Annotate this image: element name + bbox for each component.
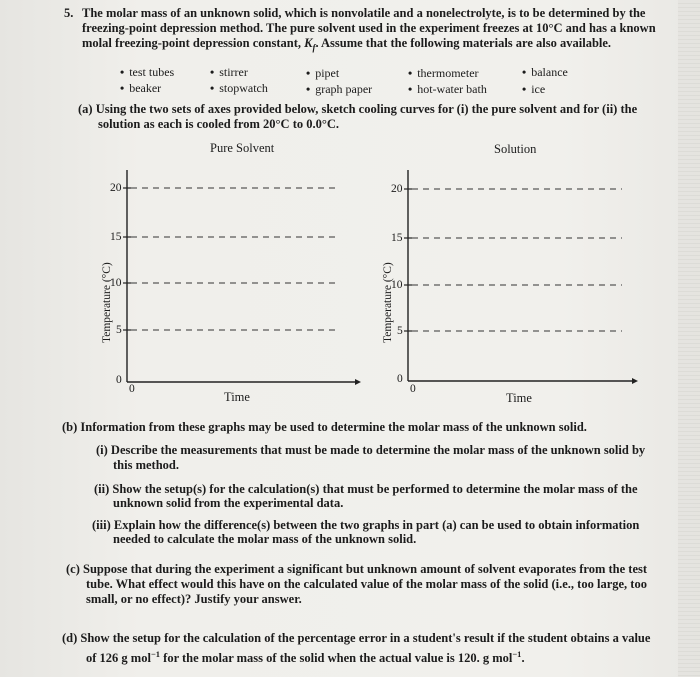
ytick-solution-15: 15 <box>391 232 403 244</box>
graph-title-solution: Solution <box>494 142 537 156</box>
material-item: • stirrer <box>210 65 248 80</box>
material-item: • pipet <box>306 66 339 81</box>
part-a-line1: (a) Using the two sets of axes provided below, sketch cooling curves for (i) the pure solvent and for (ii) the <box>78 102 638 116</box>
part-c-line3: small, or no effect)? Justify your answer. <box>86 592 302 606</box>
ytick-solution-0: 0 <box>397 373 403 385</box>
question-intro-line1: The molar mass of an unknown solid, which is nonvolatile and a nonelectrolyte, is to be determined by the <box>82 6 646 20</box>
material-item: • ice <box>522 82 545 97</box>
material-item: • balance <box>522 65 568 80</box>
question-number: 5. <box>64 6 74 20</box>
part-b-ii-line1: (ii) Show the setup(s) for the calculation(s) that must be performed to determine the molar mass of the <box>94 482 638 496</box>
part-c-line2: tube. What effect would this have on the calculated value of the molar mass of the solid (i.e., too large, too <box>86 577 647 591</box>
material-item: • beaker <box>120 81 161 96</box>
material-item: • stopwatch <box>210 81 268 96</box>
part-b-i-line1: (i) Describe the measurements that must be made to determine the molar mass of the unknown solid by <box>96 443 646 457</box>
material-item: • graph paper <box>306 82 372 97</box>
material-item: • hot-water bath <box>408 82 487 97</box>
ytick-pure-10: 10 <box>110 277 122 289</box>
question-intro-line3: molal freezing-point depression constant, $K_f$. Assume that the following materials are also available. <box>82 36 612 53</box>
graph-title-pure-solvent: Pure Solvent <box>210 141 275 155</box>
page-edge <box>678 0 700 677</box>
part-c-line1: (c) Suppose that during the experiment a significant but unknown amount of solvent evaporates from the test <box>66 562 648 576</box>
ytick-pure-15: 15 <box>110 231 122 243</box>
ytick-solution-10: 10 <box>391 279 403 291</box>
part-d-line2: of 126 g mol$^{-1}$ for the molar mass of the solid when the actual value is 120. g mol$^{-1}$. <box>86 649 525 666</box>
kf-symbol: $K_f$ <box>304 36 316 53</box>
part-b-ii-line2: unknown solid from the experimental data. <box>113 496 344 510</box>
xorigin-pure: 0 <box>129 383 135 395</box>
ytick-pure-20: 20 <box>110 182 122 194</box>
ytick-pure-5: 5 <box>116 324 122 336</box>
part-b-iii-line1: (iii) Explain how the difference(s) between the two graphs in part (a) can be used to obtain information <box>92 518 640 532</box>
ytick-solution-20: 20 <box>391 183 403 195</box>
ytick-solution-5: 5 <box>397 325 403 337</box>
part-d-line1: (d) Show the setup for the calculation of the percentage error in a student's result if the student obtains a value <box>62 631 651 645</box>
xlabel-pure-time: Time <box>224 390 250 404</box>
ylabel-solution-temperature: Temperature (°C) <box>382 262 394 343</box>
question-intro-line2: freezing-point depression method. The pure solvent used in the experiment freezes at 10°C and has a known <box>82 21 656 35</box>
xlabel-solution-time: Time <box>506 391 532 405</box>
part-b-iii-line2: needed to calculate the molar mass of the unknown solid. <box>113 532 417 546</box>
ytick-pure-0: 0 <box>116 374 122 386</box>
ylabel-pure-temperature: Temperature (°C) <box>101 262 113 343</box>
material-item: • thermometer <box>408 66 479 81</box>
material-item: • test tubes <box>120 65 174 80</box>
xorigin-solution: 0 <box>410 383 416 395</box>
part-b-i-line2: this method. <box>113 458 179 472</box>
part-b-intro: (b) Information from these graphs may be used to determine the molar mass of the unknown solid. <box>62 420 587 434</box>
part-a-line2: solution as each is cooled from 20°C to 0.0°C. <box>98 117 340 131</box>
